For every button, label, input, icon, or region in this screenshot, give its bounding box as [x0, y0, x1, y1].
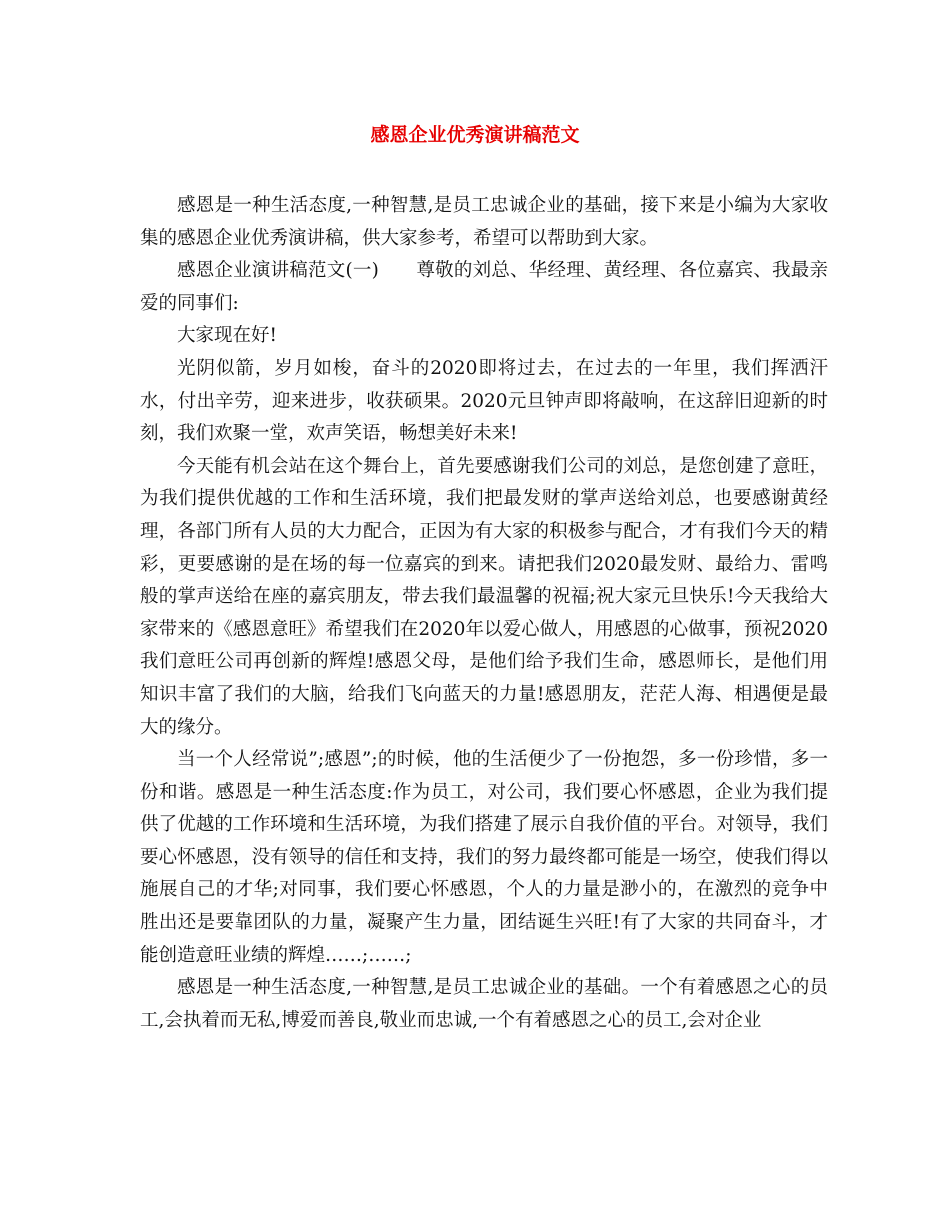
- paragraph-gratitude: 当一个人经常说”;感恩”;的时候，他的生活便少了一份抱怨，多一份珍惜，多一份和谐。感恩是一种生活态度:作为员工，对公司，我们要心怀感恩，企业为我们提供了优越的工作环境和生活环境，为我们搭建了展示自我价值的平台。对领导，我们要心怀感恩，没有领导的信任和支持，我们的努力最终都可能是一场空，使我们得以施展自己的才华;对同事，我们要心怀感恩，个人的力量是渺小的，在激烈的竞争中胜出还是要靠团队的力量，凝聚产生力量，团结诞生兴旺!有了大家的共同奋斗，才能创造意旺业绩的辉煌……;……;: [140, 749, 828, 966]
- paragraph-time: 光阴似箭，岁月如梭，奋斗的2020即将过去，在过去的一年里，我们挥洒汗水，付出辛劳，迎来进步，收获硕果。2020元旦钟声即将敲响，在这辞旧迎新的时刻，我们欢聚一堂，欢声笑语，畅想美好未来!: [140, 357, 828, 445]
- document-title: 感恩企业优秀演讲稿范文: [370, 124, 580, 146]
- paragraph-thanks: 今天能有机会站在这个舞台上，首先要感谢我们公司的刘总，是您创建了意旺，为我们提供优越的工作和生活环境，我们把最发财的掌声送给刘总，也要感谢黄经理，各部门所有人员的大力配合，正因为有大家的积极参与配合，才有我们今天的精彩，更要感谢的是在场的每一位嘉宾的到来。请把我们2020最发财、最给力、雷鸣般的掌声送给在座的嘉宾朋友，带去我们最温馨的祝福;祝大家元旦快乐!今天我给大家带来的《感恩意旺》希望我们在2020年以爱心做人，用感恩的心做事，预祝2020我们意旺公司再创新的辉煌!感恩父母，是他们给予我们生命，感恩师长，是他们用知识丰富了我们的大脑，给我们飞向蓝天的力量!感恩朋友，茫茫人海、相遇便是最大的缘分。: [140, 455, 828, 738]
- paragraph-greeting: 大家现在好!: [177, 325, 277, 347]
- document-body: [140, 190, 828, 1037]
- paragraph-attitude: 感恩是一种生活态度,一种智慧,是员工忠诚企业的基础。一个有着感恩之心的员工,会执着而无私,博爱而善良,敬业而忠诚,一个有着感恩之心的员工,会对企业: [140, 977, 828, 1031]
- paragraph-salutation: 感恩企业演讲稿范文(一) 尊敬的刘总、华经理、黄经理、各位嘉宾、我最亲爱的同事们:: [140, 260, 828, 314]
- paragraph-intro: 感恩是一种生活态度,一种智慧,是员工忠诚企业的基础，接下来是小编为大家收集的感恩企业优秀演讲稿，供大家参考，希望可以帮助到大家。: [140, 195, 828, 249]
